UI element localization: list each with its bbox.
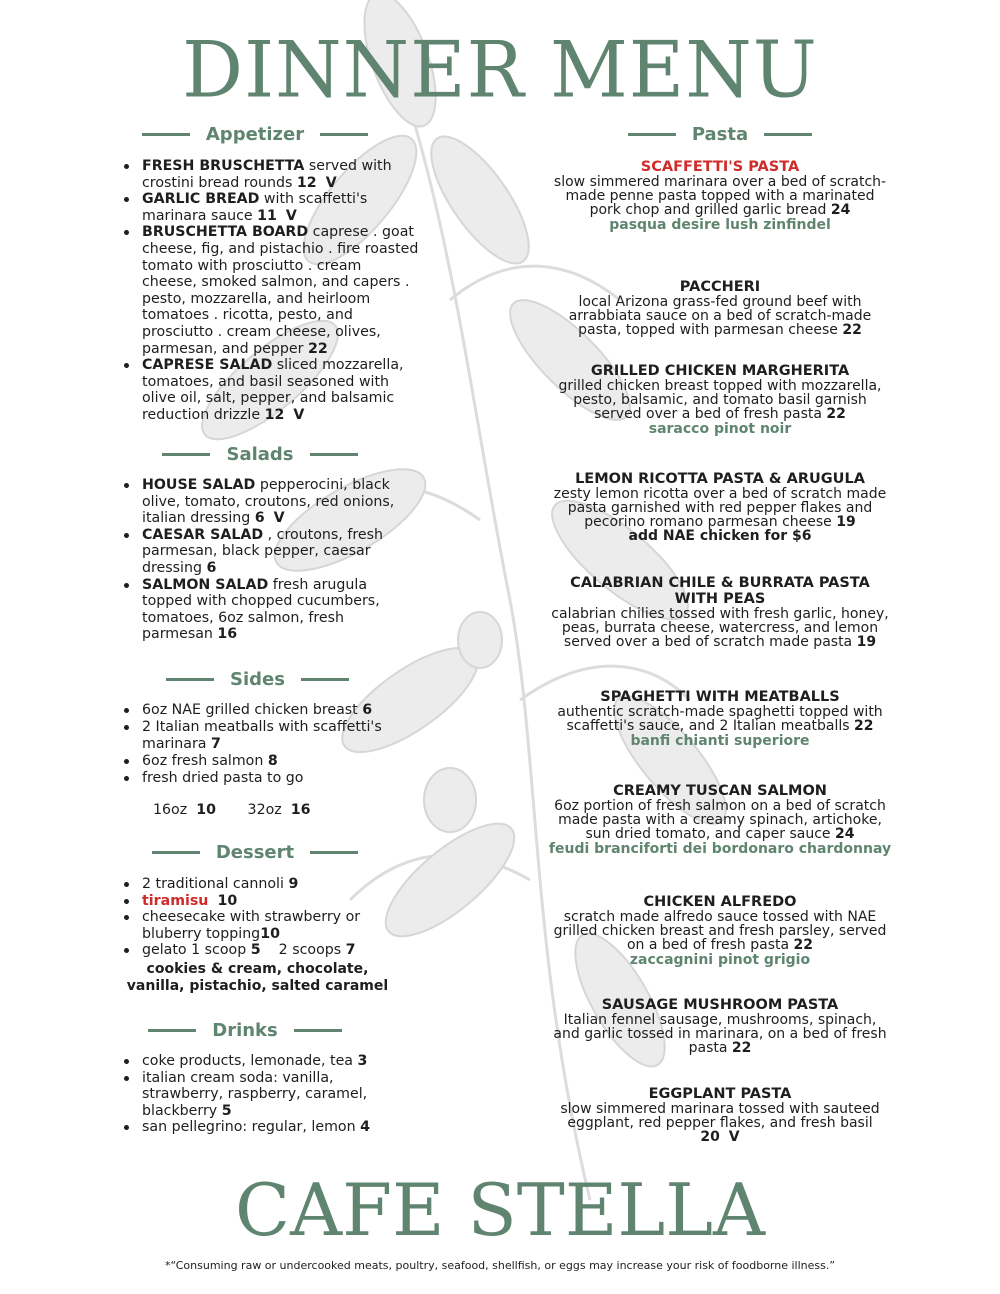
pasta-item bbox=[550, 997, 890, 1055]
section-title: Salads bbox=[226, 443, 294, 465]
section-header-dessert bbox=[150, 840, 360, 864]
item-desc-text: scratch made alfredo sauce tossed with NAE grilled chicken breast and fresh parsley, served on a bed of fresh pasta bbox=[553, 909, 887, 953]
drinks-list bbox=[120, 1053, 390, 1136]
bullet-icon bbox=[124, 230, 129, 235]
bullet-icon bbox=[124, 948, 129, 953]
list-item bbox=[120, 753, 410, 770]
item-name: BRUSCHETTA BOARD bbox=[142, 224, 309, 241]
pasta-item bbox=[550, 159, 890, 233]
item-price: 6 bbox=[254, 510, 265, 527]
item-price: 22 bbox=[826, 406, 846, 422]
wine-pairing: zaccagnini pinot grigio bbox=[629, 952, 811, 968]
item-price: 24 bbox=[835, 826, 855, 842]
bullet-icon bbox=[124, 882, 129, 887]
section-header-drinks bbox=[145, 1018, 345, 1042]
divider bbox=[320, 133, 368, 136]
bullet-icon bbox=[124, 1059, 129, 1064]
item-name: CAPRESE SALAD bbox=[142, 357, 273, 374]
item-desc: with scaffetti's marinara sauce bbox=[142, 191, 368, 224]
item-price: 16 bbox=[217, 626, 238, 643]
item-price: 22 bbox=[307, 340, 328, 357]
item-desc-text: slow simmered marinara over a bed of scratch-made penne pasta topped with a marinated pork chop and grilled garlic bread bbox=[553, 174, 887, 218]
list-item bbox=[120, 719, 410, 752]
item-desc: fresh dried pasta to go bbox=[142, 769, 304, 786]
pasta-item bbox=[545, 783, 895, 857]
item-price: 22 bbox=[731, 1040, 752, 1056]
item-tag: V bbox=[293, 406, 305, 423]
list-item bbox=[120, 477, 410, 527]
section-title: Sides bbox=[230, 668, 285, 690]
item-name: CHICKEN ALFREDO bbox=[643, 894, 797, 910]
list-item bbox=[120, 942, 390, 959]
item-price: 12 bbox=[264, 406, 285, 423]
list-item bbox=[120, 1053, 390, 1070]
list-item bbox=[120, 1119, 390, 1136]
item-desc bbox=[550, 1102, 890, 1144]
item-desc: 2 traditional cannoli bbox=[142, 876, 289, 892]
item-desc-text: slow simmered marinara tossed with sauteed eggplant, red pepper flakes, and fresh basil bbox=[560, 1101, 880, 1131]
item-price: 7 bbox=[345, 942, 356, 959]
item-desc bbox=[550, 705, 890, 733]
list-item bbox=[120, 527, 410, 577]
size-price: 16 bbox=[290, 802, 311, 818]
item-desc: coke products, lemonade, tea bbox=[142, 1053, 358, 1069]
gelato-flavors: cookies & cream, chocolate, vanilla, pistachio, salted caramel bbox=[126, 961, 389, 994]
item-price: 19 bbox=[856, 634, 877, 650]
item-desc: sliced mozzarella, tomatoes, and basil seasoned with olive oil, salt, pepper, and balsamic reduction drizzle bbox=[142, 357, 404, 423]
item-desc: cheesecake with strawberry or bluberry topping bbox=[142, 909, 361, 942]
item-name: PACCHERI bbox=[679, 279, 761, 295]
bullet-icon bbox=[124, 899, 129, 904]
item-desc: 6oz fresh salmon bbox=[142, 752, 268, 769]
size-label: 32oz bbox=[247, 802, 282, 818]
list-item bbox=[120, 909, 390, 942]
item-price: 6 bbox=[362, 702, 373, 718]
list-item bbox=[120, 577, 410, 643]
size-label: 16oz bbox=[153, 802, 188, 818]
bullet-icon bbox=[124, 708, 129, 713]
item-desc bbox=[550, 175, 890, 217]
item-price: 24 bbox=[830, 202, 851, 218]
item-desc bbox=[545, 799, 895, 841]
item-desc: caprese . goat cheese, fig, and pistachio . fire roasted tomato with prosciutto . cream cheese, smoked salmon, and capers . pesto, mozzarella, and heirloom tomatoes . ricotta, pesto, and prosciutto . cream cheese, olives, parmesan, and pepper bbox=[142, 224, 419, 357]
list-item bbox=[120, 702, 410, 719]
divider bbox=[764, 133, 812, 136]
item-desc: 2 Italian meatballs with scaffetti's marinara bbox=[142, 719, 382, 752]
item-name: CAESAR SALAD bbox=[142, 526, 264, 543]
divider bbox=[301, 678, 349, 681]
section-header-pasta bbox=[615, 122, 825, 146]
section-header-sides bbox=[165, 667, 350, 691]
item-price: 10 bbox=[260, 925, 280, 942]
item-desc bbox=[550, 910, 890, 952]
section-title: Dessert bbox=[215, 841, 295, 863]
pasta-item bbox=[550, 575, 890, 649]
item-name: SCAFFETTI'S PASTA bbox=[640, 159, 800, 175]
item-price: 8 bbox=[267, 752, 278, 769]
pasta-item bbox=[550, 279, 890, 337]
appetizer-list bbox=[120, 158, 420, 424]
item-desc-text: authentic scratch-made spaghetti topped with scaffetti's sauce, and 2 Italian meatballs bbox=[557, 704, 883, 734]
bullet-icon bbox=[124, 363, 129, 368]
item-desc-text: local Arizona grass-fed ground beef with arrabbiata sauce on a bed of scratch-made pasta, topped with parmesan cheese bbox=[568, 294, 872, 338]
item-desc: italian cream soda: vanilla, strawberry, raspberry, caramel, blackberry bbox=[142, 1069, 368, 1119]
item-price: 19 bbox=[836, 514, 856, 530]
bullet-icon bbox=[124, 759, 129, 764]
sides-list bbox=[120, 702, 410, 787]
item-price: 22 bbox=[793, 937, 814, 953]
bullet-icon bbox=[124, 164, 129, 169]
item-desc-text: calabrian chilies tossed with fresh garlic, honey, peas, burrata cheese, watercress, and lemon served over a bed of scratch made pasta bbox=[551, 606, 889, 650]
item-desc bbox=[550, 607, 890, 649]
item-price: 4 bbox=[360, 1119, 370, 1136]
wine-pairing: saracco pinot noir bbox=[648, 421, 792, 437]
divider bbox=[162, 453, 210, 456]
bullet-icon bbox=[124, 533, 129, 538]
list-item bbox=[120, 191, 420, 224]
item-name: HOUSE SALAD bbox=[142, 477, 256, 493]
divider bbox=[166, 678, 214, 681]
item-desc: served with crostini bread rounds bbox=[142, 158, 392, 191]
divider bbox=[152, 851, 200, 854]
wine-pairing: pasqua desire lush zinfindel bbox=[609, 217, 831, 233]
bullet-icon bbox=[124, 725, 129, 730]
item-desc: , croutons, fresh parmesan, black pepper, caesar dressing bbox=[142, 526, 383, 576]
item-name: EGGPLANT PASTA bbox=[648, 1086, 792, 1102]
list-item bbox=[120, 1070, 390, 1120]
divider bbox=[310, 851, 358, 854]
item-name: GARLIC BREAD bbox=[142, 191, 260, 208]
item-desc: 2 scoops bbox=[278, 942, 346, 959]
wine-pairing: banfi chianti superiore bbox=[630, 733, 810, 749]
item-tag: V bbox=[285, 207, 297, 224]
list-item bbox=[120, 357, 420, 423]
wine-pairing: feudi branciforti dei bordonaro chardonnay bbox=[548, 841, 892, 857]
brand-logo: CAFE STELLA bbox=[234, 1168, 765, 1252]
item-name: SALMON SALAD bbox=[142, 576, 269, 593]
item-name: GRILLED CHICKEN MARGHERITA bbox=[590, 363, 850, 379]
bullet-icon bbox=[124, 1076, 129, 1081]
list-item bbox=[120, 224, 420, 357]
section-header-appetizer bbox=[140, 122, 370, 146]
item-desc-text: 6oz portion of fresh salmon on a bed of scratch made pasta with a creamy spinach, artichoke, sun dried tomato, and caper sauce bbox=[554, 798, 886, 842]
item-desc: gelato 1 scoop bbox=[142, 942, 251, 959]
pasta-to-go-sizes bbox=[153, 801, 311, 819]
item-desc bbox=[550, 295, 890, 337]
pasta-item bbox=[550, 471, 890, 543]
section-header-salads bbox=[155, 442, 365, 466]
bullet-icon bbox=[124, 1125, 129, 1130]
divider bbox=[628, 133, 676, 136]
item-name: CALABRIAN CHILE & BURRATA PASTA WITH PEAS bbox=[570, 575, 870, 607]
item-price: 20 bbox=[700, 1129, 720, 1145]
item-tag: V bbox=[273, 510, 285, 527]
list-item bbox=[120, 893, 390, 910]
item-name: tiramisu bbox=[142, 892, 209, 909]
pasta-item bbox=[550, 894, 890, 968]
item-desc-text: Italian fennel sausage, mushrooms, spinach, and garlic tossed in marinara, on a bed of fresh pasta bbox=[553, 1012, 887, 1056]
item-desc bbox=[550, 379, 890, 421]
list-item bbox=[120, 158, 420, 191]
page-title: DINNER MENU bbox=[182, 24, 818, 115]
item-price: 22 bbox=[842, 322, 862, 338]
item-price: 5 bbox=[221, 1102, 232, 1119]
item-name: CREAMY TUSCAN SALMON bbox=[613, 783, 827, 799]
dessert-list bbox=[120, 876, 390, 959]
item-name: SAUSAGE MUSHROOM PASTA bbox=[601, 997, 839, 1013]
bullet-icon bbox=[124, 197, 129, 202]
size-price: 10 bbox=[196, 802, 216, 818]
pasta-item bbox=[550, 689, 890, 749]
item-name: LEMON RICOTTA PASTA & ARUGULA bbox=[575, 471, 865, 487]
item-desc: fresh arugula topped with chopped cucumbers, tomatoes, 6oz salmon, fresh parmesan bbox=[142, 576, 380, 643]
item-price: 3 bbox=[357, 1053, 368, 1069]
item-desc: pepperocini, black olive, tomato, croutons, red onions, italian dressing bbox=[142, 477, 395, 527]
bullet-icon bbox=[124, 776, 129, 781]
section-title: Appetizer bbox=[205, 123, 305, 145]
item-desc bbox=[550, 487, 890, 529]
item-desc: 6oz NAE grilled chicken breast bbox=[142, 702, 363, 718]
section-title: Pasta bbox=[691, 123, 749, 145]
pasta-item bbox=[550, 1086, 890, 1144]
item-tag: V bbox=[325, 174, 337, 191]
divider bbox=[294, 1029, 342, 1032]
bullet-icon bbox=[124, 915, 129, 920]
section-title: Drinks bbox=[212, 1019, 278, 1041]
item-name: FRESH BRUSCHETTA bbox=[142, 158, 305, 174]
item-tag: V bbox=[728, 1129, 740, 1145]
item-desc bbox=[550, 1013, 890, 1055]
bullet-icon bbox=[124, 583, 129, 588]
item-price: 6 bbox=[206, 559, 217, 576]
item-price: 12 bbox=[296, 174, 317, 191]
list-item bbox=[120, 770, 410, 787]
salads-list bbox=[120, 477, 410, 643]
item-desc-text: zesty lemon ricotta over a bed of scratch made pasta garnished with red pepper flakes and pecorino romano parmesan cheese bbox=[553, 486, 887, 530]
item-price: 10 bbox=[217, 892, 238, 909]
item-desc: san pellegrino: regular, lemon bbox=[142, 1119, 361, 1136]
divider bbox=[310, 453, 358, 456]
divider bbox=[142, 133, 190, 136]
list-item bbox=[120, 876, 390, 893]
item-desc-text: grilled chicken breast topped with mozzarella, pesto, balsamic, and tomato basil garnish served over a bed of fresh pasta bbox=[558, 378, 882, 422]
item-name: SPAGHETTI WITH MEATBALLS bbox=[600, 689, 840, 705]
disclaimer: *“Consuming raw or undercooked meats, poultry, seafood, shellfish, or eggs may increase your risk of foodborne illness.” bbox=[164, 1259, 836, 1272]
item-price: 5 bbox=[250, 942, 261, 959]
item-price: 22 bbox=[854, 718, 874, 734]
item-note: add NAE chicken for $6 bbox=[628, 528, 812, 544]
bullet-icon bbox=[124, 483, 129, 488]
item-price: 9 bbox=[288, 876, 299, 892]
item-price: 7 bbox=[211, 735, 221, 752]
item-price: 11 bbox=[257, 207, 277, 224]
divider bbox=[148, 1029, 196, 1032]
pasta-item bbox=[550, 363, 890, 437]
